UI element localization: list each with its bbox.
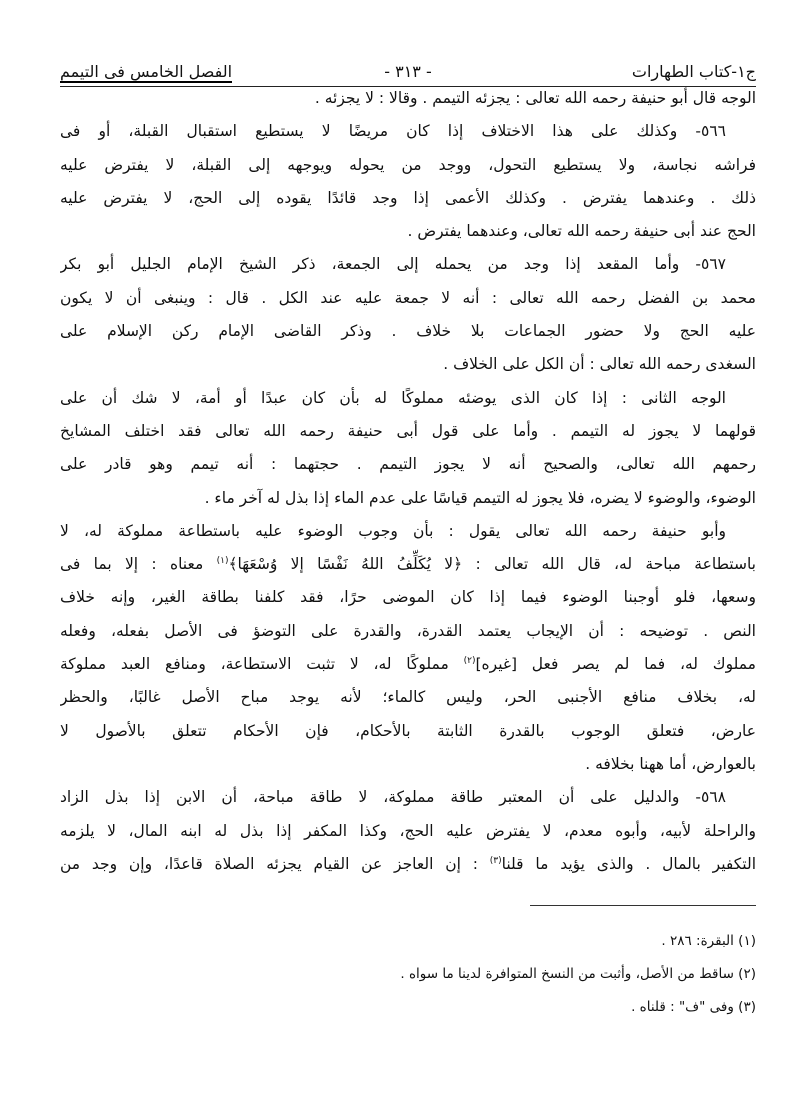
text-line: السغدى رحمه الله تعالى : أن الكل على الخلاف .: [443, 355, 756, 374]
text-line: [60, 548, 756, 581]
text-line: عليه الحج ولا حضور الجماعات بلا خلاف . وذكر القاضى الإمام ركن الإسلام على: [60, 322, 756, 341]
text-segment: مملوكًا له، لا تثبت الاستطاعة، ومنافع العبد مملوكة: [60, 655, 464, 674]
footnote: (٢) ساقط من الأصل، وأثبت من النسخ المتوافرة لدينا ما سواه .: [400, 966, 756, 982]
footnote-ref[interactable]: (٣): [489, 855, 502, 866]
text-line: قولهما لا يجوز له التيمم . وأما على قول أبى حنيفة رحمه الله تعالى فقد اختلف المشايخ: [60, 421, 756, 440]
footnote-ref[interactable]: (٢): [463, 655, 476, 666]
text-line: الوضوء، والوضوء لا يضره، فلا يجوز له التيمم قياسًا على عدم الماء إذا بذل له آخر ماء .: [204, 488, 756, 507]
footnote-ref[interactable]: (١): [216, 556, 229, 566]
text-line: والراحلة لأبيه، وأبوه معدم، لا يفترض عليه الحج، وكذا المكفر إذا بذل له ابنه المال، لا يلزمه: [60, 821, 756, 840]
text-line: ٥٦٧- وأما المقعد إذا وجد من يحمله إلى الجمعة، ذكر الشيخ الإمام الجليل أبو بكر: [60, 255, 726, 274]
text-segment: مملوك له، فما لم يصر فعل [غيره]: [475, 655, 756, 674]
text-line: بالعوارض، أما ههنا بخلافه .: [585, 754, 756, 773]
text-line: ذلك . وعندهما يفترض . وكذلك الأعمى إذا وجد قائدًا يقوده إلى الحج، لا يفترض عليه: [60, 188, 756, 207]
text-line: ٥٦٦- وكذلك على هذا الاختلاف إذا كان مريضًا لا يستطيع استقبال القبلة، أو فى: [60, 122, 726, 141]
footnote: (١) البقرة: ٢٨٦ .: [661, 933, 756, 949]
text-segment: : إن العاجز عن القيام يجزئه الصلاة قاعدًا، وإن وجد من: [60, 854, 490, 873]
main-text: [60, 82, 756, 881]
footnotes: [400, 925, 756, 1024]
text-line: النص . توضيحه : أن الإيجاب يعتمد القدرة، والقدرة على التوضؤ فى الأصل بفعله، وفعله: [60, 621, 756, 640]
text-line: ٥٦٨- والدليل على أن المعتبر طاقة مملوكة، لا طاقة مباحة، أن الابن إذا بذل الزاد: [60, 788, 726, 807]
footnote-divider: [530, 905, 756, 906]
text-line: فراشه نجاسة، ولا يستطيع التحول، ووجد من يحوله ويوجهه إلى القبلة، لا يفترض عليه: [60, 155, 756, 174]
text-line: الحج عند أبى حنيفة رحمه الله تعالى، وعندهما يفترض .: [407, 222, 756, 241]
text-segment: باستطاعة مباحة له، قال الله تعالى : ﴿لا يُكَلِّفُ اللهُ نَفْسًا إلا وُسْعَهَا﴾: [228, 555, 756, 574]
chapter-title: الفصل الخامس فى التيمم: [60, 62, 233, 81]
text-line: وأبو حنيفة رحمه الله تعالى يقول : بأن وجوب الوضوء عليه باستطاعة مملوكة له، لا: [60, 521, 726, 540]
text-segment: التكفير بالمال . والذى يؤيد ما قلنا: [501, 854, 756, 873]
text-segment: معناه : إلا بما فى: [60, 555, 217, 574]
text-line: له، بخلاف منافع الأجنبى الحر، وليس كالماء؛ لأنه يوجد مباح الأصل غالبًا، والحظر: [60, 688, 756, 707]
book-title: ج١-كتاب الطهارات: [631, 62, 756, 81]
text-line: محمد بن الفضل رحمه الله تعالى : أنه لا جمعة عليه عند الكل . قال : وينبغى أن لا يكون: [60, 288, 756, 307]
text-line: [60, 848, 756, 881]
text-line: وسعها، فلو أوجبنا الوضوء فيما إذا كان الموضى حرًا، فقد كلفنا بطاقة الغير، وإنه خلاف: [60, 588, 756, 607]
text-line: [60, 648, 756, 681]
text-line: عارض، فتعلق الوجوب بالقدرة الثابتة بالأحكام، فإن الأحكام تتعلق بالأصول لا: [60, 721, 756, 740]
text-line: الوجه قال أبو حنيفة رحمه الله تعالى : يجزئه التيمم . وقالا : لا يجزئه .: [314, 89, 756, 107]
text-line: رحمهم الله تعالى، والصحيح أنه لا يجوز التيمم . حجتهما : أنه تيمم وهو قادر على: [60, 455, 756, 474]
text-line: الوجه الثانى : إذا كان الذى يوضئه مملوكًا له بأن كان عبدًا أو أمة، لا شك أن على: [60, 388, 726, 407]
footnote: (٣) وفى "ف" : قلناه .: [631, 999, 756, 1015]
page-number: - ٣١٣ -: [384, 62, 432, 81]
